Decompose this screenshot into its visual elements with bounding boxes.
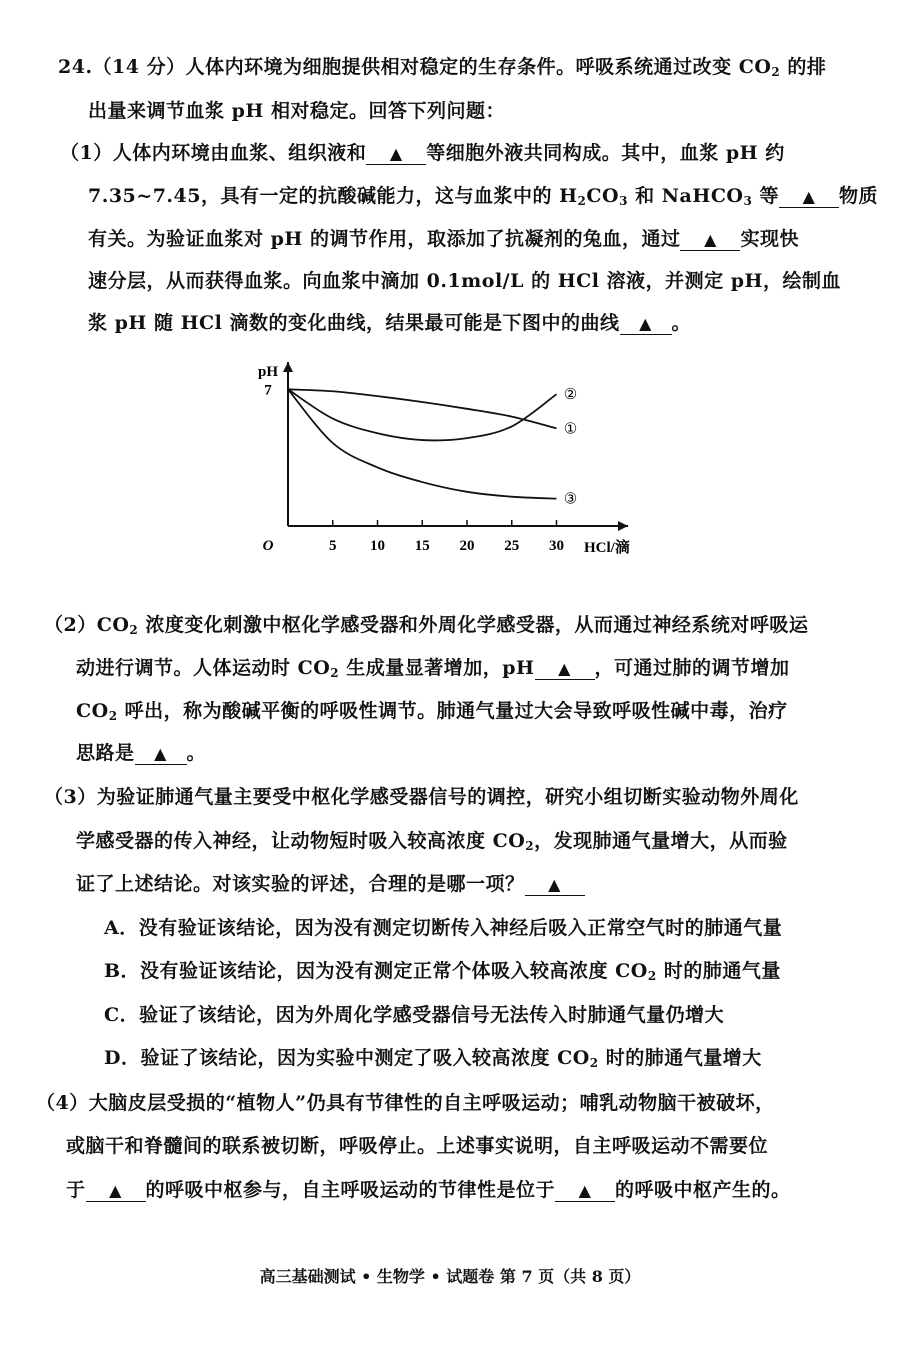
series-line-1 <box>288 389 557 428</box>
answer-blank[interactable]: ▲ <box>86 1181 146 1202</box>
y-axis-arrow <box>283 362 293 372</box>
part1-line1: （1）人体内环境由血浆、组织液和 ▲ 等细胞外液共同构成。其中，血浆 pH 约 <box>60 142 785 164</box>
option-a[interactable]: A．没有验证该结论，因为没有测定切断传入神经后吸入正常空气时的肺通气量 <box>104 917 783 939</box>
part1-line2: 7.35~7.45，具有一定的抗酸碱能力，这与血浆中的 $H_2CO_3$ 和 NaHCO$_3$ 等 ▲ 物质 <box>88 185 878 208</box>
part1-line5: 浆 pH 随 HCl 滴数的变化曲线，结果最可能是下图中的曲线 ▲ 。 <box>88 312 692 334</box>
series-label-3: ③ <box>563 489 578 508</box>
x-tick-label: 15 <box>414 538 430 554</box>
x-tick-label: 5 <box>329 538 337 554</box>
series-line-3 <box>288 389 557 498</box>
x-axis-label: HCl/滴 <box>584 540 630 556</box>
answer-blank[interactable]: ▲ <box>135 744 187 765</box>
answer-blank[interactable]: ▲ <box>525 875 585 896</box>
part3-line1: （3）为验证肺通气量主要受中枢化学感受器信号的调控，研究小组切断实验动物外周化 <box>44 786 799 808</box>
answer-blank[interactable]: ▲ <box>620 314 672 335</box>
ph-hcl-graph <box>248 350 648 570</box>
part1-line4: 速分层，从而获得血浆。向血浆中滴加 0.1mol/L 的 HCl 溶液，并测定 pH，绘制血 <box>88 270 841 292</box>
x-tick-label: 20 <box>459 538 475 554</box>
part2-line3: $CO_2$ 呼出，称为酸碱平衡的呼吸性调节。肺通气量过大会导致呼吸性碱中毒，治疗 <box>76 700 788 723</box>
question-title-line1: 24.（14 分）人体内环境为细胞提供相对稳定的生存条件。呼吸系统通过改变 $CO_2$ 的排 <box>58 56 827 79</box>
answer-blank[interactable]: ▲ <box>680 230 740 251</box>
part2-line2: 动进行调节。人体运动时 $CO_2$ 生成量显著增加，pH ▲ ，可通过肺的调节增加 <box>76 657 790 680</box>
question-title-line2: 出量来调节血浆 pH 相对稳定。回答下列问题： <box>88 100 505 122</box>
x-tick-label: 25 <box>504 538 520 554</box>
part4-line2: 或脑干和脊髓间的联系被切断，呼吸停止。上述事实说明，自主呼吸运动不需要位 <box>66 1135 769 1157</box>
series-label-2: ② <box>563 385 578 404</box>
option-c[interactable]: C．验证了该结论，因为外周化学感受器信号无法传入时肺通气量仍增大 <box>104 1004 725 1026</box>
origin-label: O <box>262 538 274 554</box>
series-line-2 <box>288 389 557 440</box>
part3-line2: 学感受器的传入神经，让动物短时吸入较高浓度 $CO_2$，发现肺通气量增大，从而验 <box>76 830 788 853</box>
page-footer: 高三基础测试 • 生物学 • 试题卷 第 7 页（共 8 页） <box>259 1267 641 1286</box>
answer-blank[interactable]: ▲ <box>535 659 595 680</box>
part1-line3: 有关。为验证血浆对 pH 的调节作用，取添加了抗凝剂的兔血，通过 ▲ 实现快 <box>88 228 799 250</box>
part3-line3: 证了上述结论。对该实验的评述，合理的是哪一项？ ▲ <box>76 869 585 896</box>
y-axis-label: pH <box>257 364 279 380</box>
part4-line3: 于 ▲ 的呼吸中枢参与，自主呼吸运动的节律性是位于 ▲ 的呼吸中枢产生的。 <box>66 1179 791 1201</box>
x-axis-arrow <box>618 521 628 531</box>
option-b[interactable]: B．没有验证该结论，因为没有测定正常个体吸入较高浓度 $CO_2$ 时的肺通气量 <box>104 960 781 983</box>
chart-labels <box>258 364 630 556</box>
x-tick-label: 10 <box>370 538 385 554</box>
option-d[interactable]: D．验证了该结论，因为实验中测定了吸入较高浓度 $CO_2$ 时的肺通气量增大 <box>104 1047 762 1070</box>
series-label-1: ① <box>563 419 578 438</box>
part2-line1: $(2)CO_2$ 浓度变化刺激中枢化学感受器和外周化学感受器，从而通过神经系统对呼吸运 <box>44 614 809 637</box>
y-tick-label: 7 <box>264 382 272 399</box>
part2-line4: 思路是 ▲ 。 <box>76 742 207 764</box>
x-tick-label: 30 <box>549 538 564 554</box>
part4-line1: （4）大脑皮层受损的“植物人”仍具有节律性的自主呼吸运动；哺乳动物脑干被破坏， <box>36 1092 775 1114</box>
answer-blank[interactable]: ▲ <box>779 187 839 208</box>
answer-blank[interactable]: ▲ <box>366 144 426 165</box>
answer-blank[interactable]: ▲ <box>555 1181 615 1202</box>
chart-series <box>288 389 557 498</box>
